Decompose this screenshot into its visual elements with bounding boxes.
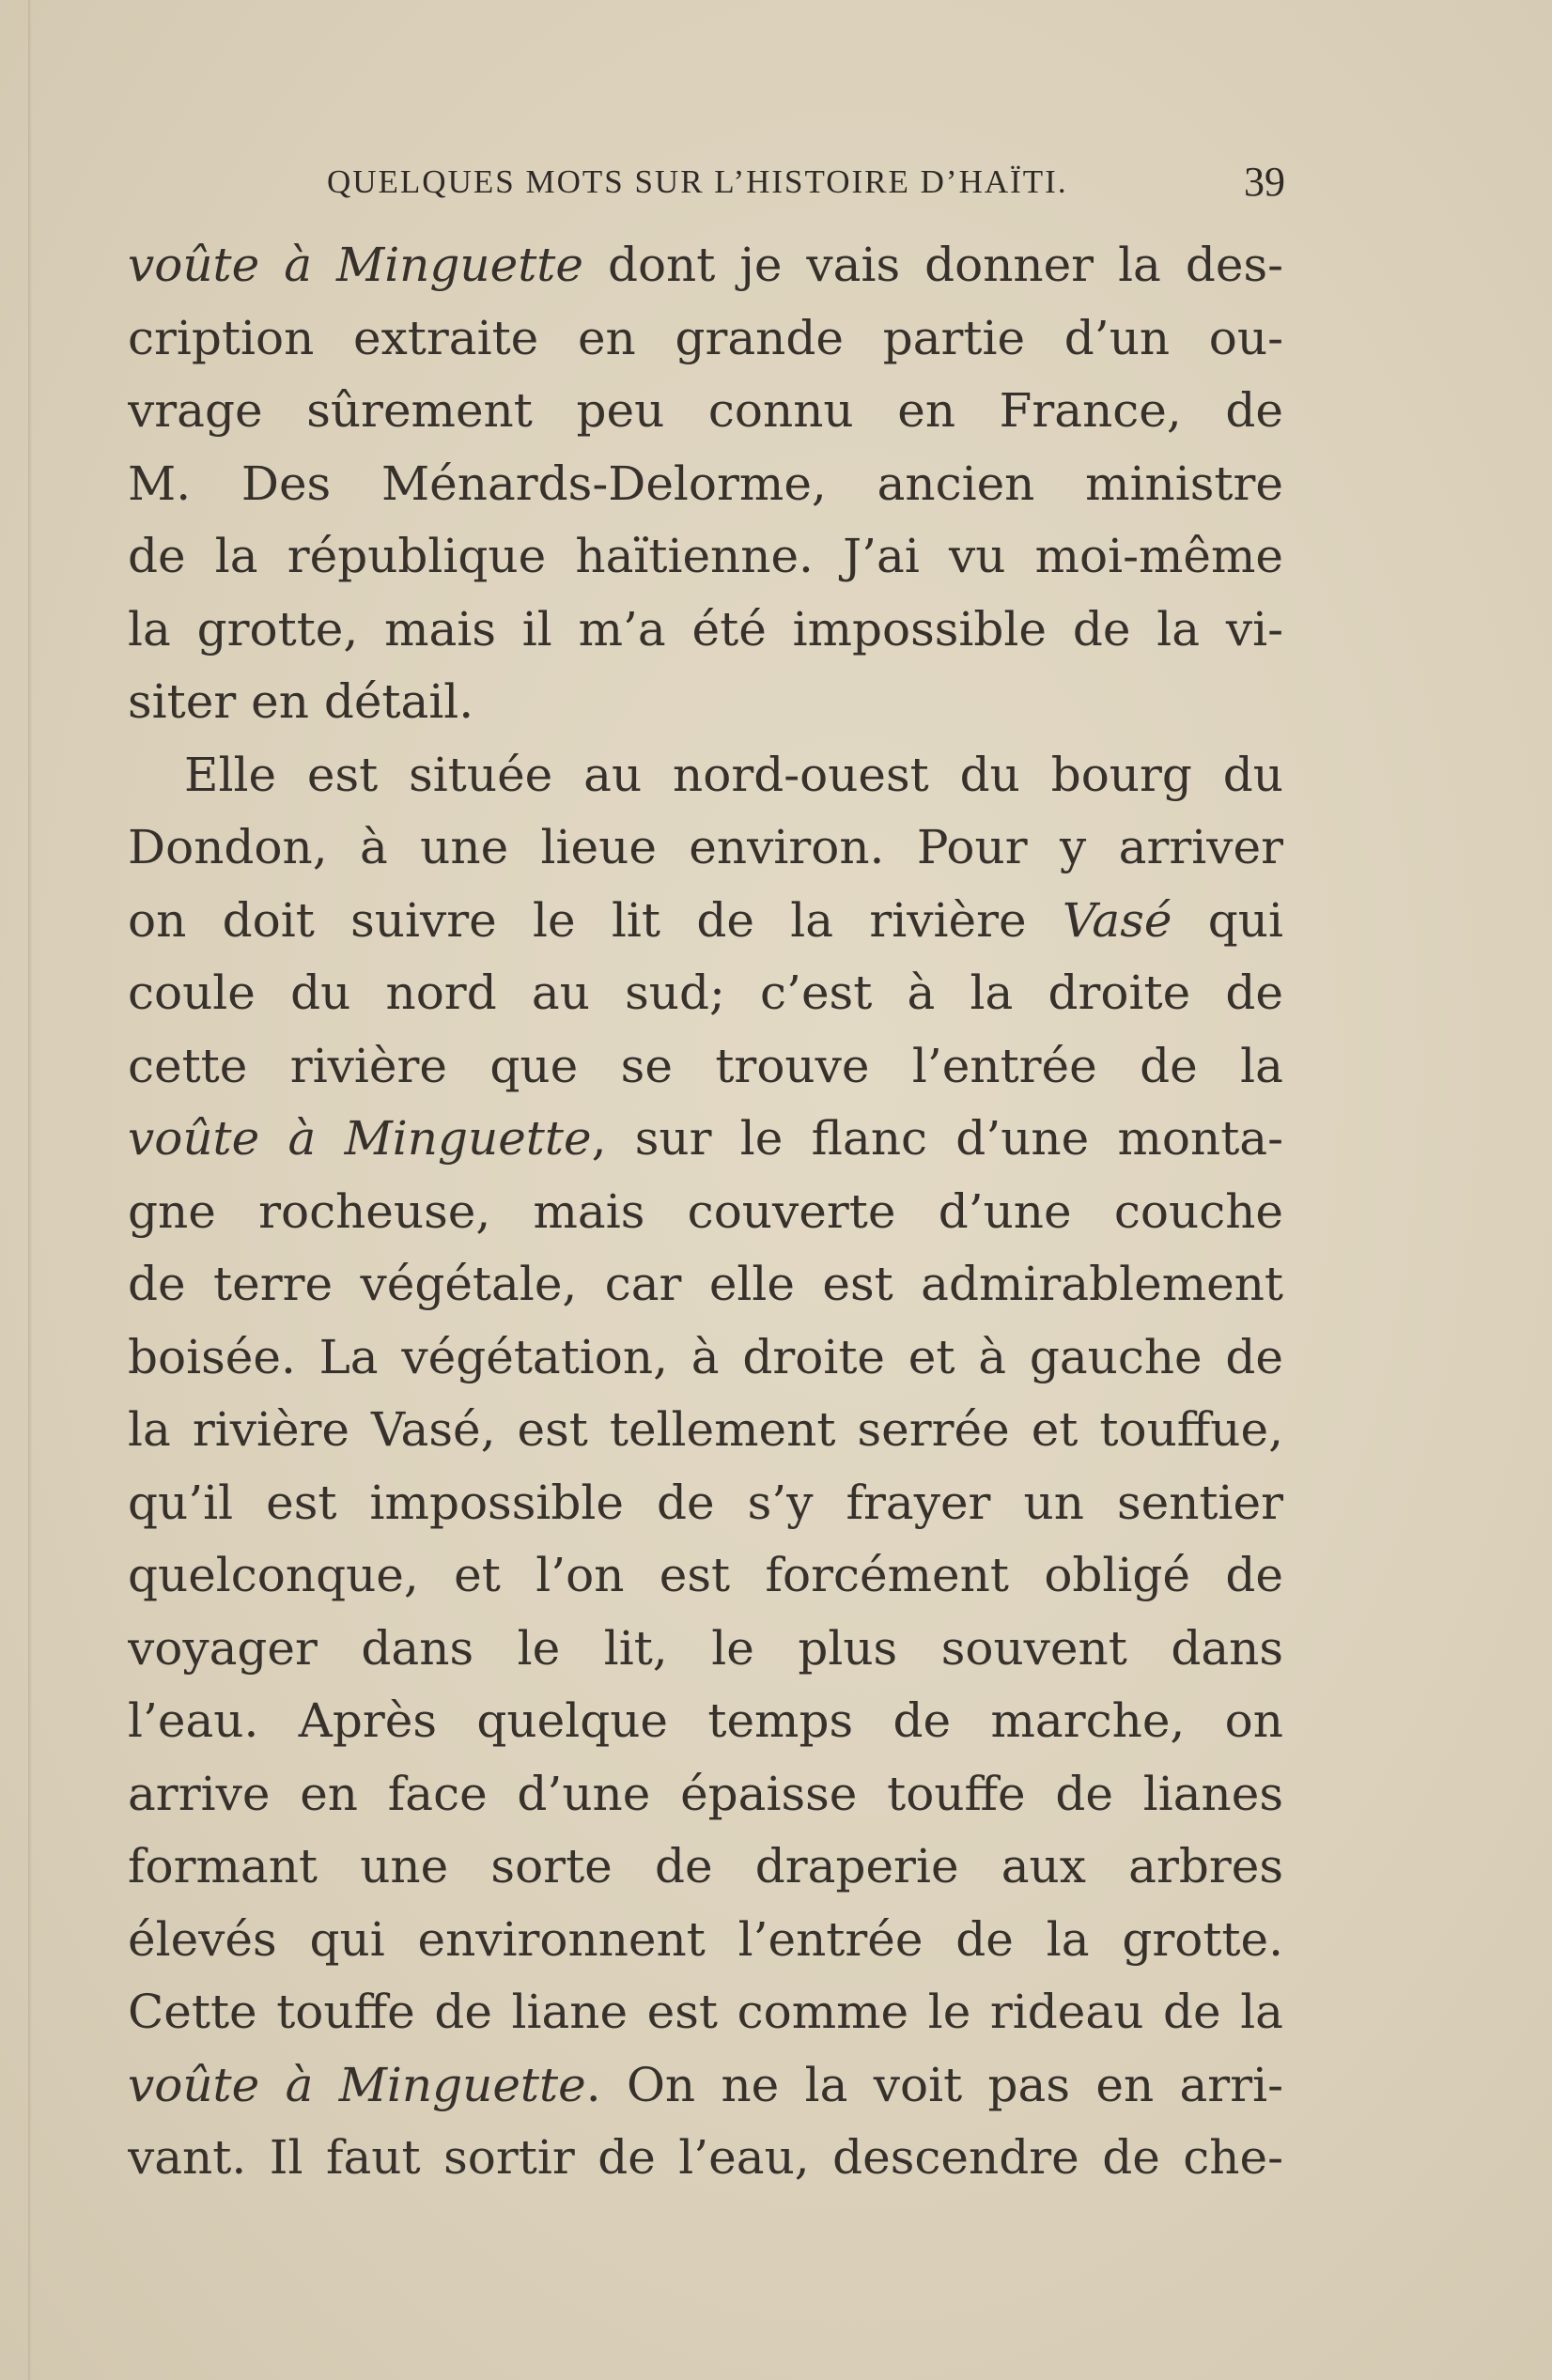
text-line: voûte à Minguette dont je vais donner la des- (128, 238, 1283, 292)
text-line: vrage sûrement peu connu en France, de (128, 383, 1283, 438)
text-line: vant. Il faut sortir de l’eau, descendre de che- (128, 2130, 1283, 2185)
text-line: Dondon, à une lieue environ. Pour y arriver (128, 820, 1283, 874)
text-line: formant une sorte de draperie aux arbres (128, 1839, 1283, 1893)
running-head (327, 158, 1285, 214)
text-line: boisée. La végétation, à droite et à gauche de (128, 1329, 1283, 1384)
text-line: cription extraite en grande partie d’un ou- (128, 310, 1283, 365)
text-line: arrive en face d’une épaisse touffe de lianes (128, 1766, 1283, 1821)
body-text (128, 229, 1283, 2195)
text-line: gne rocheuse, mais couverte d’une couche (128, 1183, 1283, 1239)
text-line: voyager dans le lit, le plus souvent dans (128, 1620, 1283, 1676)
text-line: quelconque, et l’on est forcément obligé de (128, 1548, 1283, 1602)
text-line: on doit suivre le lit de la rivière Vasé qui (128, 892, 1283, 948)
text-line: la grotte, mais il m’a été impossible de la vi- (128, 601, 1283, 657)
page-number: 39 (1244, 159, 1285, 205)
text-line: voûte à Minguette. On ne la voit pas en arri- (128, 2057, 1283, 2112)
text-line: M. Des Ménards-Delorme, ancien ministre (128, 456, 1283, 511)
text-line: cette rivière que se trouve l’entrée de la (128, 1038, 1283, 1093)
text-line: qu’il est impossible de s’y frayer un sentier (128, 1475, 1283, 1530)
text-line: de terre végétale, car elle est admirablement (128, 1257, 1283, 1311)
text-line: Cette touffe de liane est comme le rideau de la (128, 1985, 1283, 2039)
text-line: coule du nord au sud; c’est à la droite de (128, 966, 1283, 1020)
page-edge (28, 0, 32, 2380)
running-title: QUELQUES MOTS SUR L’HISTOIRE D’HAÏTI. (327, 163, 1068, 200)
text-line: de la république haïtienne. J’ai vu moi-même (128, 529, 1283, 583)
text-line: l’eau. Après quelque temps de marche, on (128, 1693, 1283, 1748)
text-line: élevés qui environnent l’entrée de la grotte. (128, 1911, 1283, 1967)
text-line: Elle est située au nord-ouest du bourg du (184, 747, 1283, 802)
text-line: voûte à Minguette, sur le flanc d’une monta- (128, 1111, 1283, 1166)
text-line: siter en détail. (128, 674, 474, 729)
text-line: la rivière Vasé, est tellement serrée et touffue, (128, 1402, 1283, 1457)
